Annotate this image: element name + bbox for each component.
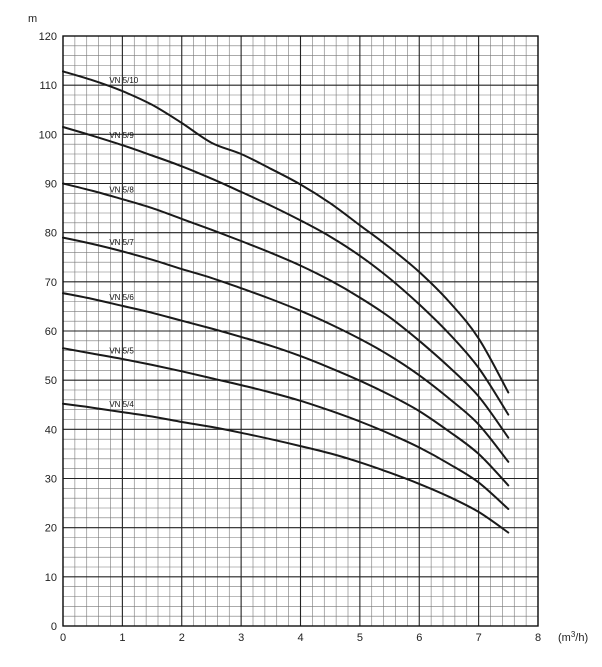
y-tick-label: 60 <box>44 326 57 338</box>
y-tick-label: 20 <box>44 522 57 535</box>
y-tick-label: 120 <box>38 31 57 43</box>
series-label: VN 5/9 <box>109 130 134 140</box>
x-tick-label: 3 <box>238 632 245 644</box>
series-curve-vn-5-9 <box>63 127 508 415</box>
x-unit-prefix: (m <box>558 632 571 644</box>
x-tick-label: 1 <box>119 632 126 644</box>
x-tick-label: 8 <box>534 632 542 644</box>
series-label: VN 5/10 <box>109 76 139 86</box>
x-tick-label: 4 <box>297 632 304 644</box>
x-tick-label: 2 <box>178 632 185 644</box>
y-tick-label: 10 <box>44 571 57 584</box>
y-axis-unit-label: m <box>28 13 38 25</box>
curves-group <box>63 71 508 532</box>
x-tick-label: 5 <box>356 632 363 644</box>
series-label: VN 5/6 <box>109 292 134 302</box>
series-curve-vn-5-4 <box>63 404 508 533</box>
y-tick-label: 80 <box>44 227 57 240</box>
y-tick-label: 100 <box>38 129 57 142</box>
series-curve-vn-5-10 <box>63 71 508 392</box>
y-tick-label: 30 <box>44 473 57 486</box>
y-tick-label: 110 <box>39 80 57 93</box>
y-tick-label: 50 <box>44 375 57 388</box>
series-curve-vn-5-6 <box>63 293 508 485</box>
x-unit-superscript: 3 <box>570 630 576 639</box>
series-label: VN 5/8 <box>109 185 134 195</box>
series-label: VN 5/7 <box>109 238 134 248</box>
y-tick-label: 0 <box>50 621 57 633</box>
x-tick-label: 7 <box>475 632 482 644</box>
series-curve-vn-5-5 <box>63 348 508 509</box>
y-tick-labels <box>39 31 57 633</box>
x-tick-labels <box>60 632 541 644</box>
x-unit-suffix: /h) <box>575 632 589 644</box>
x-tick-label: 0 <box>59 632 67 644</box>
x-tick-label: 6 <box>416 632 423 644</box>
x-axis-unit-label <box>558 630 588 644</box>
y-tick-label: 40 <box>44 424 57 437</box>
y-tick-label: 70 <box>44 276 57 289</box>
series-label: VN 5/4 <box>109 400 134 410</box>
y-tick-label: 90 <box>44 178 57 191</box>
series-label: VN 5/5 <box>109 346 134 356</box>
